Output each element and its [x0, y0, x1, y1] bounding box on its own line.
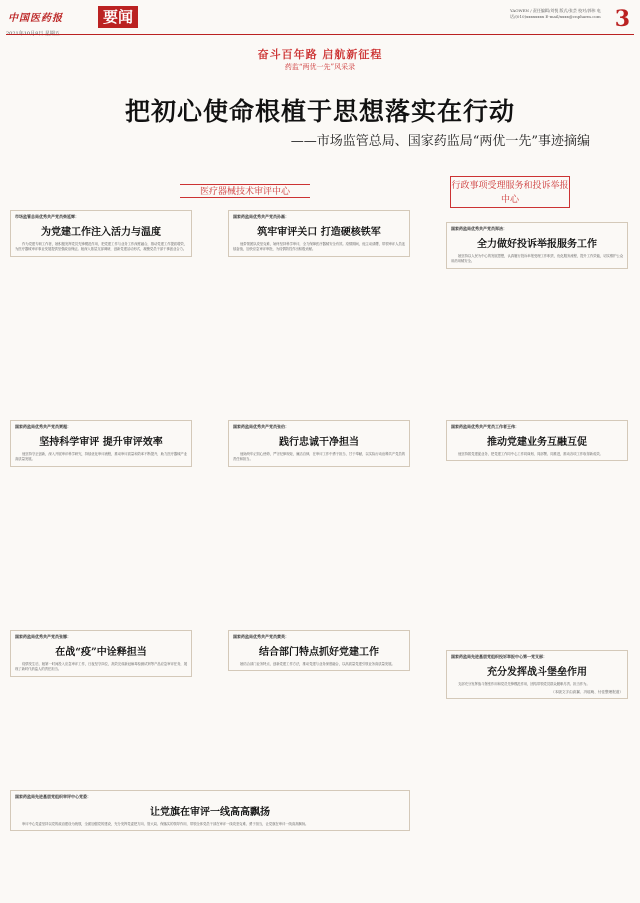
article-body: 他带领团队攻坚克难，始终坚持科学审评，全力保障医疗器械安全有效。疫情期间，他主动请缨，带领审评人员连续奋战，加快应急审评审批，为疫情防控作出积极贡献。: [233, 242, 405, 252]
article-body: 她结合部门业务特点，创新党建工作方法，推动党建与业务深度融合，以高质量党建引领业务高质量发展。: [240, 662, 395, 666]
page-number: 3: [614, 6, 630, 32]
article-body: 作为党建专职工作者，她积极发挥党员先锋模范作用，把党建工作与业务工作深度融合，推动党建工作提质增效，为医疗器械审评事业发展提供坚强政治保证。她深入基层支部调研，创新党建活动形式，凝聚党员干部干事创业合力。: [15, 242, 187, 252]
headline: 把初心使命根植于思想落实在行动: [124, 97, 515, 126]
article-org: 市场监管总局优秀共产党员柴延辉：: [15, 214, 79, 219]
article-3: [446, 222, 628, 269]
kicker: 奋斗百年路 启航新征程: [257, 48, 383, 61]
article-8: [228, 630, 410, 671]
article-body: 他坚持守正创新，深入开展审评科学研究，持续优化审评流程，推动审评质量和效率不断提升，助力医疗器械产业高质量发展。: [15, 452, 187, 462]
article-org: 国家药监局优秀共产党员张娜：: [15, 634, 71, 639]
article-body: 他始终牢记初心使命，严守纪律规矩，廉洁自律，在审评工作中勇于担当、甘于奉献，以实际行动诠释共产党员的责任和担当。: [233, 452, 405, 462]
article-body: 审评中心党委坚持以党的政治建设为统领，全面加强党的建设，充分发挥党委把方向、管大局、保落实的领导作用，带领全体党员干部在审评一线攻坚克难、勇于担当，让党旗在审评一线高高飘扬。: [22, 822, 309, 826]
article-title: 践行忠诚干净担当: [279, 437, 359, 448]
article-4: [10, 420, 192, 467]
section-label: 要闻: [98, 6, 138, 28]
subheadline: ——市场监管总局、国家药监局“两优一先”事迹摘编: [290, 134, 590, 149]
article-title: 推动党建业务互融互促: [487, 437, 587, 448]
article-org: 国家药监局优秀共产党员张伯：: [233, 424, 289, 429]
article-title: 让党旗在审评一线高高飘扬: [150, 807, 270, 818]
newspaper-logo: 中国医药报: [8, 13, 63, 24]
article-body: 她坚持以人民为中心的发展思想，认真履行投诉举报受理工作职责，优化服务流程，提升工作效能，切实维护公众用药用械安全。: [451, 254, 623, 264]
article-6: [446, 420, 628, 461]
article-org: 国家药监局先进基层党组织审评中心党委：: [15, 794, 91, 799]
left-banner: 医疗器械技术审评中心: [180, 184, 310, 198]
article-title: 在战“疫”中诠释担当: [55, 647, 147, 658]
article-5: [228, 420, 410, 467]
sub-kicker: 药监“两优一先”风采录: [284, 63, 356, 71]
article-body: 支部充分发挥战斗堡垒作用和党员先锋模范作用，团结带领党员群众履职尽责、担当作为。: [458, 682, 590, 686]
article-title: 坚持科学审评 提升审评效率: [39, 437, 163, 448]
article-title: 全力做好投诉举报服务工作: [477, 239, 597, 250]
article-2: [228, 210, 410, 257]
article-title: 筑牢审评关口 打造硬核铁军: [257, 227, 381, 238]
article-10: [446, 650, 628, 699]
article-body: 疫情发生后，她第一时间投入应急审评工作，日夜坚守岗位，高效完成新冠病毒检测试剂等产品应急审评任务，展现了新时代药监人的责任担当。: [15, 662, 187, 672]
credit-line: （本版文字由高翼、冯瑶萌、付佳整理报道）: [551, 690, 623, 695]
masthead: [6, 6, 634, 30]
article-title: 充分发挥战斗堡垒作用: [487, 667, 587, 678]
article-org: 国家药监局优秀共产党员工作者王伟：: [451, 424, 519, 429]
article-org: 国家药监局先进基层党组织投诉举报中心第一党支部：: [451, 654, 547, 659]
article-title: 结合部门特点抓好党建工作: [259, 647, 379, 658]
article-title: 为党建工作注入活力与温度: [41, 227, 161, 238]
article-1: [10, 210, 192, 257]
article-org: 国家药监局优秀共产党员黄英：: [233, 634, 289, 639]
article-7: [10, 630, 192, 677]
article-org: 国家药监局优秀共产党员孙磊：: [233, 214, 289, 219]
article-9: [10, 790, 410, 831]
right-banner: 行政事项受理服务和投诉举报中心: [450, 176, 570, 208]
editor-info: YAOWEN / 责任编辑/刘悦 版式/张芸 校对/郭伟 电话/(010)xxxxxxxx E-mail/xxxx@cnpharm.com: [510, 8, 601, 19]
masthead-rule: [6, 34, 634, 35]
article-org: 国家药监局优秀共产党员贾超：: [15, 424, 71, 429]
article-org: 国家药监局优秀共产党员郑洁：: [451, 226, 507, 231]
article-body: 他坚持抓党建促业务，把党建工作同中心工作同谋划、同部署、同推进，推动各项工作取得新成效。: [458, 452, 603, 456]
